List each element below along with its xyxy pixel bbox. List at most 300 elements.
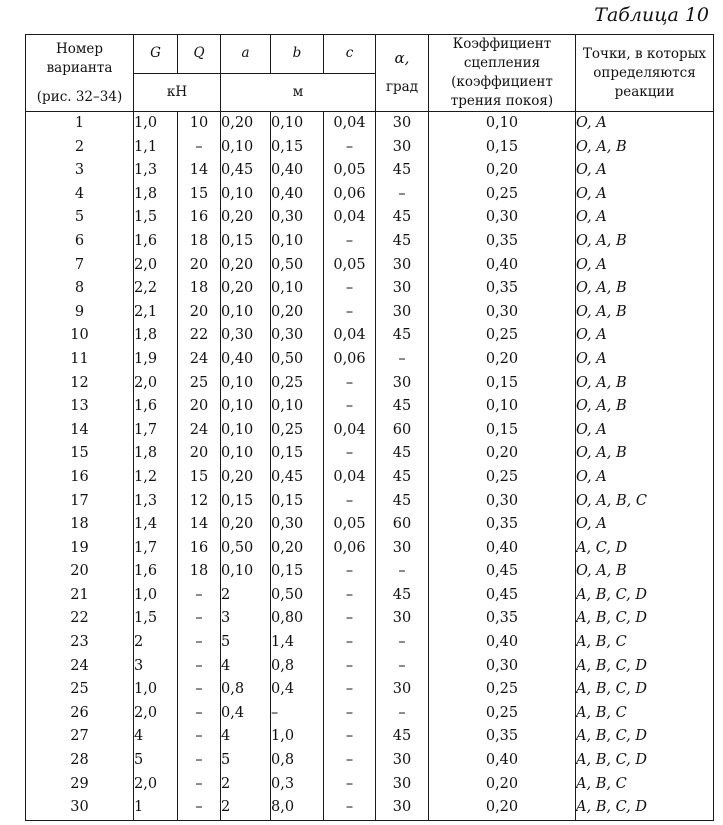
cell-b: 8,0: [271, 796, 324, 820]
table-row: [26, 513, 714, 537]
header-variant: [26, 35, 134, 112]
cell-a: 0,20: [221, 206, 271, 230]
cell-friction: 0,15: [429, 372, 576, 396]
cell-b: 0,30: [271, 513, 324, 537]
cell-c: 0,04: [324, 324, 376, 348]
cell-q: 22: [178, 324, 221, 348]
cell-variant: 12: [26, 372, 134, 396]
cell-friction: 0,20: [429, 348, 576, 372]
cell-a: 2: [221, 584, 271, 608]
cell-c: –: [324, 490, 376, 514]
cell-friction: 0,30: [429, 206, 576, 230]
cell-a: 0,4: [221, 702, 271, 726]
cell-variant: 6: [26, 230, 134, 254]
cell-a: 0,20: [221, 513, 271, 537]
cell-q: –: [178, 631, 221, 655]
cell-points: O, A, B: [576, 230, 714, 254]
cell-variant: 3: [26, 159, 134, 183]
cell-c: –: [324, 725, 376, 749]
cell-q: 10: [178, 112, 221, 136]
cell-c: –: [324, 584, 376, 608]
cell-alpha: 45: [376, 490, 429, 514]
cell-friction: 0,25: [429, 702, 576, 726]
cell-q: 18: [178, 230, 221, 254]
cell-g: 1,5: [134, 206, 178, 230]
cell-b: 0,20: [271, 301, 324, 325]
cell-b: 0,40: [271, 183, 324, 207]
cell-variant: 11: [26, 348, 134, 372]
cell-q: 15: [178, 466, 221, 490]
cell-friction: 0,20: [429, 796, 576, 820]
cell-alpha: –: [376, 348, 429, 372]
cell-alpha: –: [376, 560, 429, 584]
cell-friction: 0,20: [429, 159, 576, 183]
cell-friction: 0,30: [429, 301, 576, 325]
cell-q: 18: [178, 560, 221, 584]
cell-a: 2: [221, 773, 271, 797]
cell-a: 0,10: [221, 395, 271, 419]
cell-alpha: 30: [376, 277, 429, 301]
cell-alpha: –: [376, 183, 429, 207]
cell-g: 1,7: [134, 537, 178, 561]
cell-alpha: 30: [376, 796, 429, 820]
cell-friction: 0,45: [429, 584, 576, 608]
cell-points: O, A, B, C: [576, 490, 714, 514]
cell-b: 0,10: [271, 277, 324, 301]
cell-a: 0,20: [221, 277, 271, 301]
header-a: a: [221, 35, 271, 74]
cell-points: O, A: [576, 254, 714, 278]
cell-b: 0,15: [271, 136, 324, 160]
cell-alpha: 45: [376, 159, 429, 183]
cell-points: A, B, C: [576, 631, 714, 655]
cell-c: –: [324, 796, 376, 820]
cell-points: A, B, C, D: [576, 584, 714, 608]
cell-c: –: [324, 442, 376, 466]
cell-points: A, B, C, D: [576, 607, 714, 631]
cell-g: 2,0: [134, 702, 178, 726]
cell-alpha: 45: [376, 324, 429, 348]
cell-q: –: [178, 607, 221, 631]
variants-table: [25, 34, 714, 821]
cell-q: 14: [178, 513, 221, 537]
cell-a: 2: [221, 796, 271, 820]
cell-points: O, A: [576, 112, 714, 136]
cell-c: 0,04: [324, 206, 376, 230]
cell-variant: 15: [26, 442, 134, 466]
cell-points: O, A, B: [576, 136, 714, 160]
cell-q: 16: [178, 206, 221, 230]
cell-points: A, B, C: [576, 773, 714, 797]
table-row: [26, 372, 714, 396]
cell-b: 0,45: [271, 466, 324, 490]
table-row: [26, 584, 714, 608]
cell-b: 0,15: [271, 442, 324, 466]
cell-b: 0,20: [271, 537, 324, 561]
cell-friction: 0,35: [429, 513, 576, 537]
cell-g: 1,5: [134, 607, 178, 631]
cell-points: O, A: [576, 159, 714, 183]
cell-variant: 22: [26, 607, 134, 631]
header-c: c: [324, 35, 376, 74]
cell-variant: 30: [26, 796, 134, 820]
cell-q: 20: [178, 254, 221, 278]
cell-b: 0,50: [271, 348, 324, 372]
cell-friction: 0,25: [429, 466, 576, 490]
cell-a: 0,40: [221, 348, 271, 372]
cell-a: 5: [221, 631, 271, 655]
cell-g: 5: [134, 749, 178, 773]
cell-friction: 0,30: [429, 490, 576, 514]
cell-c: –: [324, 749, 376, 773]
cell-c: –: [324, 372, 376, 396]
cell-alpha: 45: [376, 206, 429, 230]
cell-b: 0,50: [271, 584, 324, 608]
cell-c: 0,06: [324, 183, 376, 207]
cell-g: 3: [134, 655, 178, 679]
table-row: [26, 136, 714, 160]
cell-c: –: [324, 702, 376, 726]
cell-points: A, C, D: [576, 537, 714, 561]
cell-q: –: [178, 725, 221, 749]
cell-g: 1,6: [134, 230, 178, 254]
header-G: G: [134, 35, 178, 74]
cell-b: –: [271, 702, 324, 726]
cell-c: 0,05: [324, 159, 376, 183]
cell-variant: 9: [26, 301, 134, 325]
cell-a: 4: [221, 655, 271, 679]
cell-g: 1,6: [134, 395, 178, 419]
table-header: [26, 35, 714, 112]
table-row: [26, 324, 714, 348]
cell-q: –: [178, 678, 221, 702]
table-row: [26, 348, 714, 372]
table-row: [26, 749, 714, 773]
cell-q: –: [178, 796, 221, 820]
cell-g: 1,9: [134, 348, 178, 372]
header-variant-figures: (рис. 32–34): [36, 88, 123, 105]
cell-q: 20: [178, 395, 221, 419]
header-points: Точки, в которых определяются реакции: [576, 35, 714, 112]
cell-g: 2,0: [134, 254, 178, 278]
table-caption: Таблица 10: [594, 4, 709, 26]
cell-c: –: [324, 301, 376, 325]
cell-points: A, B, C: [576, 702, 714, 726]
header-friction: Коэффициент сцепления (коэффициент трения покоя): [429, 35, 576, 112]
table-row: [26, 277, 714, 301]
cell-a: 0,20: [221, 254, 271, 278]
cell-friction: 0,35: [429, 607, 576, 631]
cell-variant: 24: [26, 655, 134, 679]
cell-variant: 10: [26, 324, 134, 348]
cell-g: 1: [134, 796, 178, 820]
header-alpha: [376, 35, 429, 112]
cell-points: O, A: [576, 466, 714, 490]
cell-variant: 5: [26, 206, 134, 230]
cell-variant: 28: [26, 749, 134, 773]
cell-friction: 0,45: [429, 560, 576, 584]
cell-alpha: 30: [376, 773, 429, 797]
cell-a: 3: [221, 607, 271, 631]
cell-c: 0,05: [324, 513, 376, 537]
cell-friction: 0,40: [429, 254, 576, 278]
header-b: b: [271, 35, 324, 74]
cell-variant: 2: [26, 136, 134, 160]
header-unit-m: м: [221, 73, 376, 112]
cell-friction: 0,15: [429, 136, 576, 160]
cell-variant: 13: [26, 395, 134, 419]
cell-points: O, A: [576, 513, 714, 537]
cell-b: 0,3: [271, 773, 324, 797]
cell-g: 1,8: [134, 324, 178, 348]
table-row: [26, 655, 714, 679]
cell-friction: 0,40: [429, 631, 576, 655]
table-row: [26, 678, 714, 702]
cell-c: –: [324, 631, 376, 655]
cell-b: 0,25: [271, 419, 324, 443]
cell-g: 1,0: [134, 112, 178, 136]
cell-c: –: [324, 395, 376, 419]
cell-a: 0,10: [221, 419, 271, 443]
cell-alpha: 45: [376, 725, 429, 749]
header-Q: Q: [178, 35, 221, 74]
cell-points: O, A: [576, 348, 714, 372]
cell-q: –: [178, 702, 221, 726]
cell-c: –: [324, 678, 376, 702]
cell-a: 0,10: [221, 560, 271, 584]
cell-b: 0,15: [271, 490, 324, 514]
table-row: [26, 773, 714, 797]
cell-q: –: [178, 773, 221, 797]
table-row: [26, 796, 714, 820]
cell-b: 0,50: [271, 254, 324, 278]
cell-points: A, B, C, D: [576, 749, 714, 773]
cell-alpha: 30: [376, 112, 429, 136]
cell-b: 0,4: [271, 678, 324, 702]
cell-q: 20: [178, 442, 221, 466]
cell-friction: 0,35: [429, 230, 576, 254]
cell-alpha: 30: [376, 537, 429, 561]
cell-points: A, B, C, D: [576, 796, 714, 820]
cell-friction: 0,10: [429, 395, 576, 419]
cell-c: –: [324, 773, 376, 797]
cell-a: 0,8: [221, 678, 271, 702]
cell-c: 0,06: [324, 348, 376, 372]
cell-b: 1,4: [271, 631, 324, 655]
table-row: [26, 206, 714, 230]
cell-c: 0,04: [324, 419, 376, 443]
table-row: [26, 490, 714, 514]
cell-variant: 1: [26, 112, 134, 136]
cell-g: 1,8: [134, 183, 178, 207]
cell-friction: 0,35: [429, 725, 576, 749]
header-unit-kn: кН: [134, 73, 221, 112]
table-row: [26, 301, 714, 325]
table-row: [26, 230, 714, 254]
table-row: [26, 159, 714, 183]
cell-q: 12: [178, 490, 221, 514]
cell-alpha: 45: [376, 395, 429, 419]
cell-variant: 8: [26, 277, 134, 301]
cell-points: O, A: [576, 183, 714, 207]
cell-q: 15: [178, 183, 221, 207]
cell-points: A, B, C, D: [576, 655, 714, 679]
cell-friction: 0,30: [429, 655, 576, 679]
cell-a: 0,10: [221, 442, 271, 466]
cell-q: 18: [178, 277, 221, 301]
cell-points: O, A, B: [576, 442, 714, 466]
cell-b: 0,8: [271, 655, 324, 679]
cell-g: 2: [134, 631, 178, 655]
cell-b: 0,30: [271, 324, 324, 348]
cell-a: 0,15: [221, 490, 271, 514]
header-alpha-unit: град: [385, 79, 419, 95]
cell-a: 0,20: [221, 112, 271, 136]
cell-b: 0,10: [271, 230, 324, 254]
cell-points: O, A: [576, 419, 714, 443]
cell-q: 24: [178, 348, 221, 372]
cell-a: 0,15: [221, 230, 271, 254]
cell-b: 0,30: [271, 206, 324, 230]
cell-c: –: [324, 277, 376, 301]
cell-c: –: [324, 560, 376, 584]
cell-b: 0,15: [271, 560, 324, 584]
cell-points: A, B, C, D: [576, 678, 714, 702]
cell-friction: 0,25: [429, 183, 576, 207]
cell-alpha: 30: [376, 372, 429, 396]
cell-b: 0,80: [271, 607, 324, 631]
cell-friction: 0,35: [429, 277, 576, 301]
cell-variant: 14: [26, 419, 134, 443]
cell-b: 0,10: [271, 112, 324, 136]
cell-points: O, A: [576, 324, 714, 348]
table-row: [26, 419, 714, 443]
cell-points: O, A, B: [576, 301, 714, 325]
cell-b: 0,8: [271, 749, 324, 773]
table-row: [26, 702, 714, 726]
cell-q: –: [178, 136, 221, 160]
cell-alpha: 30: [376, 678, 429, 702]
cell-variant: 17: [26, 490, 134, 514]
cell-g: 2,0: [134, 372, 178, 396]
cell-c: –: [324, 136, 376, 160]
cell-variant: 7: [26, 254, 134, 278]
cell-friction: 0,20: [429, 773, 576, 797]
cell-g: 1,7: [134, 419, 178, 443]
cell-c: 0,06: [324, 537, 376, 561]
cell-alpha: 45: [376, 466, 429, 490]
cell-variant: 27: [26, 725, 134, 749]
cell-g: 1,4: [134, 513, 178, 537]
cell-variant: 25: [26, 678, 134, 702]
cell-c: 0,05: [324, 254, 376, 278]
cell-c: –: [324, 230, 376, 254]
cell-q: 14: [178, 159, 221, 183]
table-row: [26, 442, 714, 466]
cell-b: 0,10: [271, 395, 324, 419]
cell-q: –: [178, 655, 221, 679]
cell-variant: 19: [26, 537, 134, 561]
table-row: [26, 631, 714, 655]
cell-friction: 0,15: [429, 419, 576, 443]
table-row: [26, 395, 714, 419]
cell-a: 0,10: [221, 301, 271, 325]
cell-variant: 4: [26, 183, 134, 207]
cell-alpha: 45: [376, 230, 429, 254]
cell-points: A, B, C, D: [576, 725, 714, 749]
cell-q: 25: [178, 372, 221, 396]
cell-a: 0,20: [221, 466, 271, 490]
cell-g: 1,3: [134, 159, 178, 183]
cell-alpha: 60: [376, 513, 429, 537]
cell-points: O, A: [576, 206, 714, 230]
header-variant-label: Номер варианта: [46, 40, 113, 76]
cell-q: 20: [178, 301, 221, 325]
cell-a: 0,50: [221, 537, 271, 561]
cell-friction: 0,25: [429, 324, 576, 348]
table-row: [26, 725, 714, 749]
cell-alpha: –: [376, 655, 429, 679]
cell-a: 0,45: [221, 159, 271, 183]
cell-variant: 26: [26, 702, 134, 726]
table-row: [26, 607, 714, 631]
cell-alpha: 60: [376, 419, 429, 443]
cell-c: 0,04: [324, 112, 376, 136]
cell-c: 0,04: [324, 466, 376, 490]
cell-variant: 16: [26, 466, 134, 490]
cell-c: –: [324, 655, 376, 679]
cell-a: 0,10: [221, 136, 271, 160]
cell-q: 16: [178, 537, 221, 561]
cell-g: 1,2: [134, 466, 178, 490]
cell-alpha: 30: [376, 607, 429, 631]
cell-g: 2,1: [134, 301, 178, 325]
cell-points: O, A, B: [576, 372, 714, 396]
cell-alpha: –: [376, 631, 429, 655]
table-row: [26, 560, 714, 584]
cell-g: 2,2: [134, 277, 178, 301]
cell-a: 5: [221, 749, 271, 773]
cell-g: 1,3: [134, 490, 178, 514]
cell-alpha: 30: [376, 749, 429, 773]
cell-q: 24: [178, 419, 221, 443]
cell-friction: 0,10: [429, 112, 576, 136]
cell-g: 1,8: [134, 442, 178, 466]
cell-friction: 0,40: [429, 749, 576, 773]
table-row: [26, 112, 714, 136]
cell-alpha: –: [376, 702, 429, 726]
header-alpha-symbol: α,: [394, 49, 410, 67]
cell-q: –: [178, 584, 221, 608]
cell-alpha: 30: [376, 136, 429, 160]
cell-a: 0,10: [221, 372, 271, 396]
cell-variant: 20: [26, 560, 134, 584]
cell-alpha: 30: [376, 254, 429, 278]
cell-b: 0,40: [271, 159, 324, 183]
cell-q: –: [178, 749, 221, 773]
table-row: [26, 183, 714, 207]
cell-b: 0,25: [271, 372, 324, 396]
cell-g: 1,6: [134, 560, 178, 584]
cell-points: O, A, B: [576, 560, 714, 584]
cell-g: 4: [134, 725, 178, 749]
table-row: [26, 537, 714, 561]
cell-friction: 0,40: [429, 537, 576, 561]
cell-variant: 29: [26, 773, 134, 797]
cell-a: 0,10: [221, 183, 271, 207]
cell-variant: 23: [26, 631, 134, 655]
table-row: [26, 254, 714, 278]
